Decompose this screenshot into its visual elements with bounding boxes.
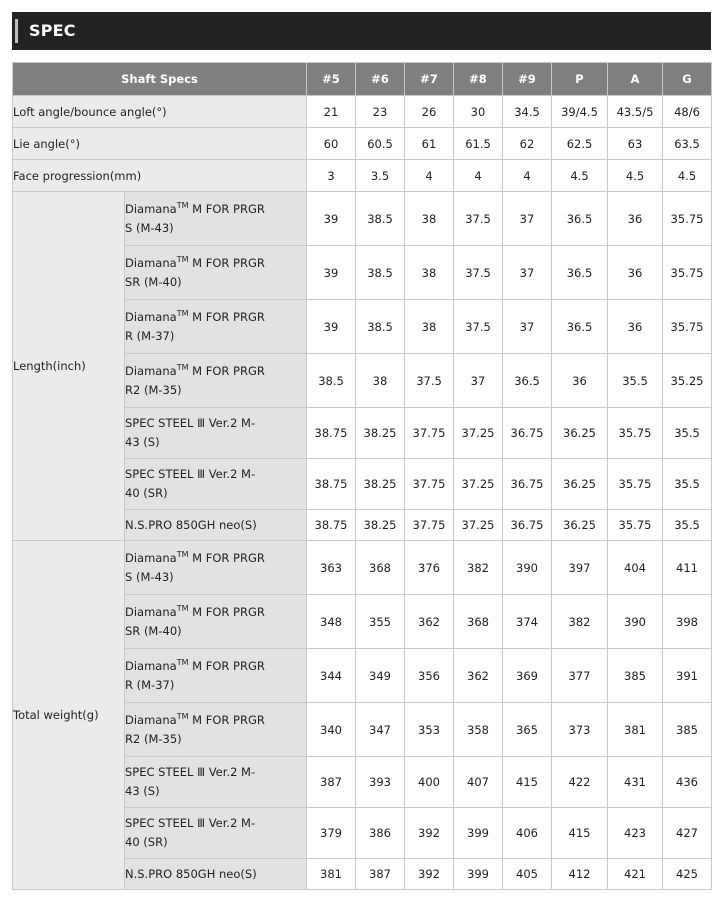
shaft-name-cell	[125, 757, 307, 808]
value-cell: 358	[454, 703, 503, 757]
shaft-flex: 40 (SR)	[125, 835, 168, 849]
trademark-mark: TM	[176, 254, 189, 264]
row-label: Lie angle(°)	[13, 128, 307, 160]
shaft-flex: S (M-43)	[125, 569, 174, 584]
table-row	[13, 96, 712, 128]
value-cell: 35.75	[608, 510, 663, 541]
shaft-flex: SR (M-40)	[125, 623, 182, 638]
value-cell: 38.5	[356, 192, 405, 246]
shaft-specs-header: Shaft Specs	[13, 63, 307, 96]
value-cell: 347	[356, 703, 405, 757]
trademark-mark: TM	[176, 308, 189, 318]
value-cell: 386	[356, 808, 405, 859]
value-cell: 425	[663, 859, 712, 890]
shaft-brand: SPEC STEEL Ⅲ Ver.2 M-	[125, 765, 256, 779]
value-cell: 37	[503, 300, 552, 354]
shaft-brand: N.S.PRO 850GH neo(S)	[125, 517, 257, 532]
value-cell: 35.5	[663, 459, 712, 510]
value-cell: 36.25	[552, 459, 608, 510]
value-cell: 37.5	[454, 192, 503, 246]
column-header: G	[663, 63, 712, 96]
value-cell: 35.75	[663, 192, 712, 246]
value-cell: 355	[356, 595, 405, 649]
value-cell: 376	[405, 541, 454, 595]
value-cell: 379	[307, 808, 356, 859]
value-cell: 36	[608, 246, 663, 300]
shaft-brand: SPEC STEEL Ⅲ Ver.2 M-	[125, 467, 256, 481]
value-cell: 392	[405, 808, 454, 859]
shaft-brand: Diamana	[125, 712, 177, 727]
value-cell: 405	[503, 859, 552, 890]
value-cell: 387	[356, 859, 405, 890]
value-cell: 60	[307, 128, 356, 160]
value-cell: 37.25	[454, 408, 503, 459]
shaft-model: M FOR PRGR	[188, 255, 265, 270]
shaft-model: M FOR PRGR	[188, 658, 265, 673]
value-cell: 3.5	[356, 160, 405, 192]
value-cell: 349	[356, 649, 405, 703]
value-cell: 37.75	[405, 510, 454, 541]
value-cell: 340	[307, 703, 356, 757]
value-cell: 35.75	[608, 459, 663, 510]
value-cell: 36.5	[552, 246, 608, 300]
spec-table	[12, 62, 712, 890]
shaft-name-cell	[125, 246, 307, 300]
shaft-name-cell	[125, 459, 307, 510]
shaft-name-cell	[125, 703, 307, 757]
shaft-flex: 43 (S)	[125, 784, 160, 798]
value-cell: 412	[552, 859, 608, 890]
row-label: Face progression(mm)	[13, 160, 307, 192]
value-cell: 36.75	[503, 408, 552, 459]
value-cell: 37	[503, 246, 552, 300]
value-cell: 387	[307, 757, 356, 808]
value-cell: 407	[454, 757, 503, 808]
column-header: #8	[454, 63, 503, 96]
value-cell: 4	[454, 160, 503, 192]
shaft-flex: 43 (S)	[125, 435, 160, 449]
value-cell: 37.5	[454, 246, 503, 300]
value-cell: 385	[663, 703, 712, 757]
value-cell: 63	[608, 128, 663, 160]
value-cell: 382	[454, 541, 503, 595]
shaft-flex: R2 (M-35)	[125, 731, 182, 746]
value-cell: 427	[663, 808, 712, 859]
shaft-brand: Diamana	[125, 201, 177, 216]
value-cell: 4	[503, 160, 552, 192]
value-cell: 422	[552, 757, 608, 808]
value-cell: 400	[405, 757, 454, 808]
value-cell: 365	[503, 703, 552, 757]
table-row	[13, 192, 712, 246]
shaft-name-cell	[125, 354, 307, 408]
shaft-name-cell	[125, 192, 307, 246]
column-header: #5	[307, 63, 356, 96]
value-cell: 35.25	[663, 354, 712, 408]
value-cell: 368	[454, 595, 503, 649]
shaft-model: M FOR PRGR	[188, 201, 265, 216]
value-cell: 38	[405, 192, 454, 246]
value-cell: 4.5	[608, 160, 663, 192]
value-cell: 36.5	[503, 354, 552, 408]
column-header: #9	[503, 63, 552, 96]
value-cell: 61	[405, 128, 454, 160]
column-header: #7	[405, 63, 454, 96]
value-cell: 4	[405, 160, 454, 192]
value-cell: 415	[503, 757, 552, 808]
shaft-brand: Diamana	[125, 309, 177, 324]
shaft-brand: Diamana	[125, 658, 177, 673]
value-cell: 61.5	[454, 128, 503, 160]
value-cell: 36.5	[552, 300, 608, 354]
value-cell: 37	[503, 192, 552, 246]
value-cell: 37.75	[405, 408, 454, 459]
value-cell: 421	[608, 859, 663, 890]
value-cell: 37.25	[454, 510, 503, 541]
shaft-name-cell	[125, 859, 307, 890]
value-cell: 60.5	[356, 128, 405, 160]
value-cell: 39	[307, 192, 356, 246]
value-cell: 38.5	[356, 300, 405, 354]
shaft-name-cell	[125, 541, 307, 595]
value-cell: 39/4.5	[552, 96, 608, 128]
shaft-name-cell	[125, 808, 307, 859]
row-label: Loft angle/bounce angle(°)	[13, 96, 307, 128]
value-cell: 63.5	[663, 128, 712, 160]
value-cell: 36	[552, 354, 608, 408]
value-cell: 36.75	[503, 459, 552, 510]
shaft-brand: Diamana	[125, 550, 177, 565]
value-cell: 38.25	[356, 459, 405, 510]
value-cell: 38.75	[307, 459, 356, 510]
trademark-mark: TM	[176, 657, 189, 667]
shaft-flex: S (M-43)	[125, 220, 174, 235]
group-label: Length(inch)	[13, 192, 125, 541]
value-cell: 391	[663, 649, 712, 703]
value-cell: 36.5	[552, 192, 608, 246]
value-cell: 377	[552, 649, 608, 703]
value-cell: 373	[552, 703, 608, 757]
value-cell: 411	[663, 541, 712, 595]
value-cell: 37.5	[454, 300, 503, 354]
value-cell: 37.75	[405, 459, 454, 510]
value-cell: 35.75	[608, 408, 663, 459]
value-cell: 38	[356, 354, 405, 408]
value-cell: 23	[356, 96, 405, 128]
value-cell: 404	[608, 541, 663, 595]
value-cell: 369	[503, 649, 552, 703]
value-cell: 362	[454, 649, 503, 703]
value-cell: 390	[503, 541, 552, 595]
value-cell: 423	[608, 808, 663, 859]
value-cell: 35.5	[663, 510, 712, 541]
value-cell: 356	[405, 649, 454, 703]
value-cell: 62	[503, 128, 552, 160]
value-cell: 38.5	[356, 246, 405, 300]
value-cell: 26	[405, 96, 454, 128]
value-cell: 415	[552, 808, 608, 859]
section-title: SPEC	[29, 21, 76, 40]
value-cell: 35.75	[663, 300, 712, 354]
column-header: #6	[356, 63, 405, 96]
value-cell: 21	[307, 96, 356, 128]
value-cell: 36.75	[503, 510, 552, 541]
shaft-model: M FOR PRGR	[188, 604, 265, 619]
value-cell: 37	[454, 354, 503, 408]
column-header: P	[552, 63, 608, 96]
value-cell: 392	[405, 859, 454, 890]
shaft-name-cell	[125, 649, 307, 703]
value-cell: 38	[405, 300, 454, 354]
value-cell: 381	[608, 703, 663, 757]
shaft-flex: SR (M-40)	[125, 274, 182, 289]
value-cell: 381	[307, 859, 356, 890]
shaft-name-cell	[125, 408, 307, 459]
value-cell: 406	[503, 808, 552, 859]
value-cell: 4.5	[552, 160, 608, 192]
value-cell: 399	[454, 808, 503, 859]
column-header: A	[608, 63, 663, 96]
trademark-mark: TM	[176, 711, 189, 721]
value-cell: 39	[307, 246, 356, 300]
section-header	[12, 12, 711, 50]
value-cell: 35.75	[663, 246, 712, 300]
value-cell: 35.5	[608, 354, 663, 408]
value-cell: 43.5/5	[608, 96, 663, 128]
value-cell: 38.75	[307, 408, 356, 459]
shaft-model: M FOR PRGR	[188, 550, 265, 565]
value-cell: 34.5	[503, 96, 552, 128]
value-cell: 39	[307, 300, 356, 354]
value-cell: 38	[405, 246, 454, 300]
value-cell: 344	[307, 649, 356, 703]
value-cell: 390	[608, 595, 663, 649]
value-cell: 398	[663, 595, 712, 649]
shaft-name-cell	[125, 595, 307, 649]
value-cell: 397	[552, 541, 608, 595]
value-cell: 36.25	[552, 510, 608, 541]
shaft-flex: R (M-37)	[125, 328, 175, 343]
value-cell: 36.25	[552, 408, 608, 459]
value-cell: 3	[307, 160, 356, 192]
shaft-flex: R (M-37)	[125, 677, 175, 692]
value-cell: 4.5	[663, 160, 712, 192]
shaft-brand: SPEC STEEL Ⅲ Ver.2 M-	[125, 416, 256, 430]
value-cell: 38.25	[356, 510, 405, 541]
shaft-brand: Diamana	[125, 363, 177, 378]
value-cell: 62.5	[552, 128, 608, 160]
value-cell: 37.5	[405, 354, 454, 408]
shaft-brand: N.S.PRO 850GH neo(S)	[125, 866, 257, 881]
shaft-flex: 40 (SR)	[125, 486, 168, 500]
value-cell: 431	[608, 757, 663, 808]
value-cell: 38.5	[307, 354, 356, 408]
value-cell: 38.75	[307, 510, 356, 541]
trademark-mark: TM	[176, 200, 189, 210]
shaft-brand: SPEC STEEL Ⅲ Ver.2 M-	[125, 816, 256, 830]
value-cell: 374	[503, 595, 552, 649]
shaft-brand: Diamana	[125, 255, 177, 270]
value-cell: 368	[356, 541, 405, 595]
shaft-name-cell	[125, 300, 307, 354]
value-cell: 362	[405, 595, 454, 649]
value-cell: 382	[552, 595, 608, 649]
value-cell: 37.25	[454, 459, 503, 510]
trademark-mark: TM	[176, 603, 189, 613]
table-row	[13, 160, 712, 192]
value-cell: 36	[608, 192, 663, 246]
value-cell: 399	[454, 859, 503, 890]
value-cell: 353	[405, 703, 454, 757]
value-cell: 348	[307, 595, 356, 649]
shaft-flex: R2 (M-35)	[125, 382, 182, 397]
header-accent-bar	[15, 19, 18, 43]
value-cell: 436	[663, 757, 712, 808]
trademark-mark: TM	[176, 362, 189, 372]
value-cell: 30	[454, 96, 503, 128]
shaft-brand: Diamana	[125, 604, 177, 619]
table-row	[13, 541, 712, 595]
shaft-model: M FOR PRGR	[188, 309, 265, 324]
shaft-model: M FOR PRGR	[188, 363, 265, 378]
value-cell: 35.5	[663, 408, 712, 459]
group-label: Total weight(g)	[13, 541, 125, 890]
value-cell: 363	[307, 541, 356, 595]
header-row	[13, 63, 712, 96]
value-cell: 393	[356, 757, 405, 808]
value-cell: 48/6	[663, 96, 712, 128]
value-cell: 36	[608, 300, 663, 354]
value-cell: 385	[608, 649, 663, 703]
trademark-mark: TM	[176, 549, 189, 559]
shaft-model: M FOR PRGR	[188, 712, 265, 727]
value-cell: 38.25	[356, 408, 405, 459]
table-row	[13, 128, 712, 160]
shaft-name-cell	[125, 510, 307, 541]
